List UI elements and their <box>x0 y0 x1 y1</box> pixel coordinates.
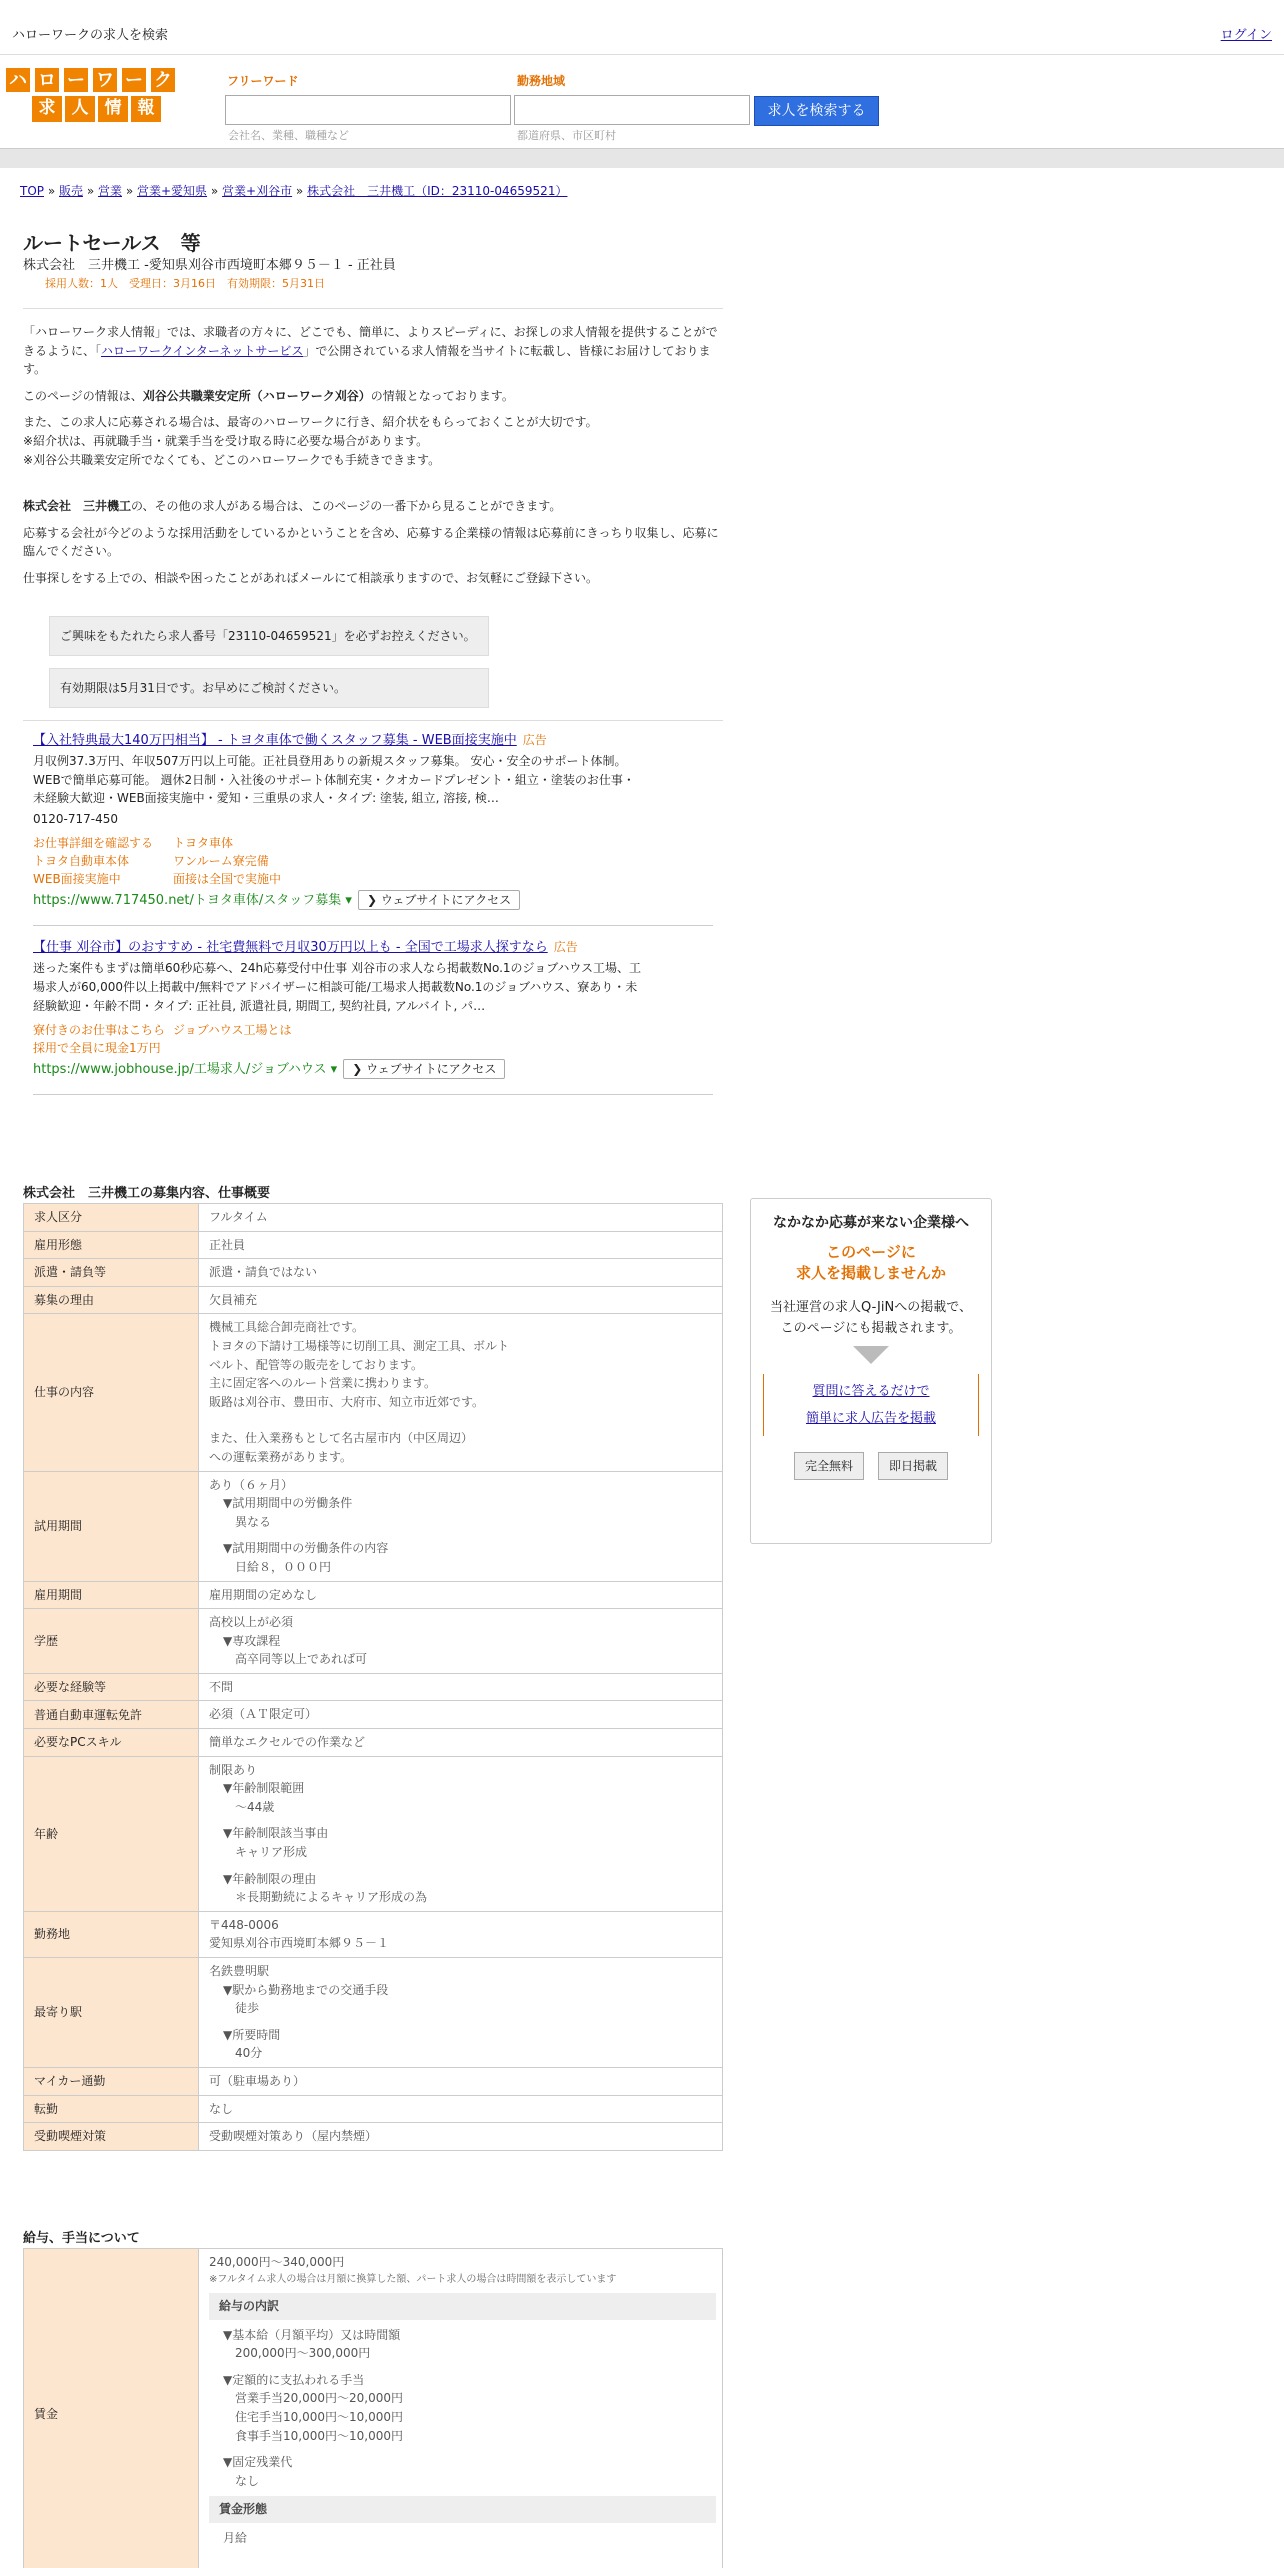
ad-sitelink[interactable]: WEB面接実施中 <box>33 872 121 887</box>
ad-sitelink[interactable]: トヨタ自動車本体 <box>33 854 130 869</box>
table-row: 求人区分 フルタイム <box>24 1204 723 1232</box>
table-row: 必要な経験等 不問 <box>24 1673 723 1701</box>
expiry-notice: 有効期限は5月31日です。お早めにご検討ください。 <box>49 668 489 708</box>
ad-sitelink[interactable]: 面接は全国で実施中 <box>173 872 282 887</box>
section-title-overview: 株式会社 三井機工の募集内容、仕事概要 <box>23 1186 271 1201</box>
ad-sitelink[interactable]: トヨタ車体 <box>173 836 234 851</box>
table-row: 年齢 制限あり ▼年齢制限範囲 〜44歳 ▼年齢制限該当事由 キャリア形成 ▼年齢制限の理由 ＊長期勤続によるキャリア形成の為 <box>24 1756 723 1911</box>
keyword-input[interactable] <box>225 95 511 125</box>
table-row: 必要なPCスキル 簡単なエクセルでの作業など <box>24 1729 723 1757</box>
breadcrumb-eigyo-kariya[interactable]: 営業+刈谷市 <box>222 184 293 198</box>
breadcrumb: TOP » 販売 » 営業 » 営業+愛知県 » 営業+刈谷市 » 株式会社 三井機工（ID：23110-04659521） <box>20 184 568 198</box>
job-number-notice: ご興味をもたれたら求人番号「23110-04659521」を必ずお控えください。 <box>49 616 489 656</box>
breadcrumb-company[interactable]: 株式会社 三井機工（ID：23110-04659521） <box>307 184 568 198</box>
area-placeholder: 都道府県、市区町村 <box>517 129 616 142</box>
advertise-panel: なかなか応募が来ない企業様へ このページに 求人を掲載しませんか 当社運営の求人Q-JiNへの掲載で、 このページにも掲載されます。 質問に答えるだけで 簡単に求人広告を掲載 完全無料 即日掲載 <box>750 1198 992 1544</box>
hellowork-internet-link[interactable]: ハローワークインターネットサービス <box>101 343 304 358</box>
post-ad-link[interactable]: 簡単に求人広告を掲載 <box>805 1410 936 1426</box>
ad-sitelink[interactable]: ジョブハウス工場とは <box>173 1023 292 1038</box>
ad-url[interactable]: https://www.717450.net/トヨタ車体/スタッフ募集 <box>33 893 342 909</box>
area-input[interactable] <box>514 95 750 125</box>
keyword-label: フリーワード <box>227 74 299 88</box>
hellowork-logo[interactable]: ハ ロ ー ワ ー ク 求 人 情 報 <box>5 67 181 123</box>
company-line: 株式会社 三井機工 -愛知県刈谷市西境町本郷９５－１ - 正社員 <box>23 258 396 273</box>
breadcrumb-top[interactable]: TOP <box>20 184 45 198</box>
table-row: 仕事の内容 機械工具総合卸売商社です。 トヨタの下請け工場様等に切削工具、測定工具、ボルト ベルト、配管等の販売をしております。 主に固定客へのルート営業に携わります。 販路は刈谷市、豊田市、大府市、知立市近郊です。 また、仕入業務もとして名古屋市内（中区周辺） への運転業務があります。 <box>24 1314 723 1471</box>
job-title: ルートセールス 等 <box>23 231 201 255</box>
ad-item: 【入社特典最大140万円相当】 - トヨタ車体で働くスタッフ募集 - WEB面接実施中 広告 月収例37.3万円、年収507万円以上可能。正社員登用ありの新規スタッフ募集。 安心・安全のサポート体制。WEBで簡単応募可能。 週休2日制・入社後のサポート体制充実・クオカードプレゼント・組立・塗装のお仕事・未経験大歓迎・WEB面接実施中・愛知・三重県の求人・タイプ: 塗装, 組立, 溶接, 検… 0120-717-450 お仕事詳細を確認する トヨタ車体 トヨタ自動車本体 ワンルーム寮完備 WEB面接実施中 面接は全国で実施中 https://www.717450.net/トヨタ車体/スタッフ募集 ▾ ❯ ウェブサイトにアクセス <box>33 721 713 926</box>
area-label: 勤務地域 <box>517 74 566 88</box>
table-row: 最寄り駅 名鉄豊明駅 ▼駅から勤務地までの交通手段 徒歩 ▼所要時間 40分 <box>24 1958 723 2068</box>
ad-sitelink[interactable]: お仕事詳細を確認する <box>33 836 154 851</box>
breadcrumb-sales[interactable]: 販売 <box>59 184 84 198</box>
table-row: 試用期間 あり（６ヶ月） ▼試用期間中の労働条件 異なる ▼試用期間中の労働条件の内容 日給８，０００円 <box>24 1471 723 1581</box>
keyword-placeholder: 会社名、業種、職種など <box>228 129 349 142</box>
intro-text: 「ハローワーク求人情報」では、求職者の方々に、どこでも、簡単に、よりスピーディに、お探しの求人情報を提供することができるように、「ハローワークインターネットサービス」で公開されている求人情報を当サイトに転載し、皆様にお届けしております。 このページの情報は、刈谷公共職業安定所（ハローワーク刈谷）の情報となっております。 また、この求人に応募される場合は、最寄のハローワークに行き、紹介状をもらっておくことが大切です。 ※紹介状は、再就職手当・就業手当を受け取る時に必要な場合があります。 ※刈谷公共職業安定所でなくても、どこのハローワークでも手続きできます。 株式会社 三井機工の、その他の求人がある場合は、このページの一番下から見ることができます。 応募する会社が今どのような採用活動をしているかということを含め、応募する企業様の情報は応募前にきっちり収集し、応募に臨んでください。 仕事探しをする上での、相談や困ったことがあればメールにて相談承りますので、お気軽にご登録下さい。 <box>23 325 719 585</box>
ad-sitelink[interactable]: 寮付きのお仕事はこちら <box>33 1023 166 1038</box>
post-ad-link[interactable]: 質問に答えるだけで <box>812 1383 930 1399</box>
ad-visit-button[interactable]: ❯ ウェブサイトにアクセス <box>358 890 520 910</box>
main-content <box>23 230 723 1095</box>
ad-sitelink[interactable]: 採用で全員に現金1万円 <box>33 1041 161 1056</box>
ad-sitelink[interactable]: ワンルーム寮完備 <box>173 854 269 869</box>
table-row: 学歴 高校以上が必須 ▼専攻課程 高卒同等以上であれば可 <box>24 1609 723 1674</box>
top-bar <box>0 0 1284 55</box>
table-row: 普通自動車運転免許 必須（ＡＴ限定可） <box>24 1701 723 1729</box>
ad-visit-button[interactable]: ❯ ウェブサイトにアクセス <box>343 1059 505 1079</box>
table-row: マイカー通勤 可（駐車場あり） <box>24 2067 723 2095</box>
table-row: 募集の理由 欠員補充 <box>24 1286 723 1314</box>
table-row: 受動喫煙対策 受動喫煙対策あり（屋内禁煙） <box>24 2123 723 2151</box>
free-button[interactable]: 完全無料 <box>794 1452 864 1480</box>
table-row: 賃金 240,000円〜340,000円 ※フルタイム求人の場合は月額に換算した額、パート求人の場合は時間額を表示しています 給与の内訳 ▼基本給（月額平均）又は時間額 200,000円〜300,000円 ▼定額的に支払われる手当 営業手当20,000円〜20,000円 住宅手当10,000円〜10,000円 食事手当10,000円〜10,000円 ▼固定残業代 なし 賃金形態 月給 <box>24 2249 723 2568</box>
table-row: 雇用期間 雇用期間の定めなし <box>24 1581 723 1609</box>
login-link[interactable]: ログイン <box>1220 28 1272 43</box>
ad-title[interactable]: 【仕事 刈谷市】のおすすめ - 社宅費無料で月収30万円以上も - 全国で工場求人探すなら <box>33 939 548 955</box>
ad-item: 【仕事 刈谷市】のおすすめ - 社宅費無料で月収30万円以上も - 全国で工場求人探すなら 広告 迷った案件もまずは簡単60秒応募へ、24h応募受付中仕事 刈谷市の求人なら掲載数No.1のジョブハウス工場、工場求人が60,000件以上掲載中/無料でアドバイザーに相談可能/工場求人掲載数No.1のジョブハウス、寮あり・未経験歓迎・年齢不問・タイプ: 正社員, 派遣社員, 期間工, 契約社員, アルバイト, パ… 寮付きのお仕事はこちら ジョブハウス工場とは 採用で全員に現金1万円 https://www.jobhouse.jp/工場求人/ジョブハウス ▾ ❯ ウェブサイトにアクセス <box>33 926 713 1095</box>
ad-title[interactable]: 【入社特典最大140万円相当】 - トヨタ車体で働くスタッフ募集 - WEB面接実施中 <box>33 732 517 748</box>
salary-table <box>23 2248 723 2568</box>
table-row: 派遣・請負等 派遣・請負ではない <box>24 1259 723 1287</box>
search-button[interactable]: 求人を検索する <box>754 96 879 126</box>
ad-url[interactable]: https://www.jobhouse.jp/工場求人/ジョブハウス <box>33 1062 327 1078</box>
table-row: 雇用形態 正社員 <box>24 1231 723 1259</box>
table-row: 転勤 なし <box>24 2095 723 2123</box>
breadcrumb-eigyo-aichi[interactable]: 営業+愛知県 <box>137 184 208 198</box>
section-title-salary: 給与、手当について <box>23 2231 140 2246</box>
header-divider <box>0 148 1284 168</box>
panel-heading: なかなか応募が来ない企業様へ <box>773 1215 969 1231</box>
arrow-down-icon <box>853 1346 889 1364</box>
ads-section <box>33 721 733 1095</box>
breadcrumb-eigyo[interactable]: 営業 <box>98 184 123 198</box>
job-overview-table <box>23 1203 723 2151</box>
site-title: ハローワークの求人を検索 <box>12 28 169 43</box>
table-row: 勤務地 〒448-0006 愛知県刈谷市西境町本郷９５－１ <box>24 1911 723 1957</box>
same-day-button[interactable]: 即日掲載 <box>878 1452 948 1480</box>
job-meta: 採用人数：1人 受理日：3月16日 有効期限：5月31日 <box>45 276 325 290</box>
